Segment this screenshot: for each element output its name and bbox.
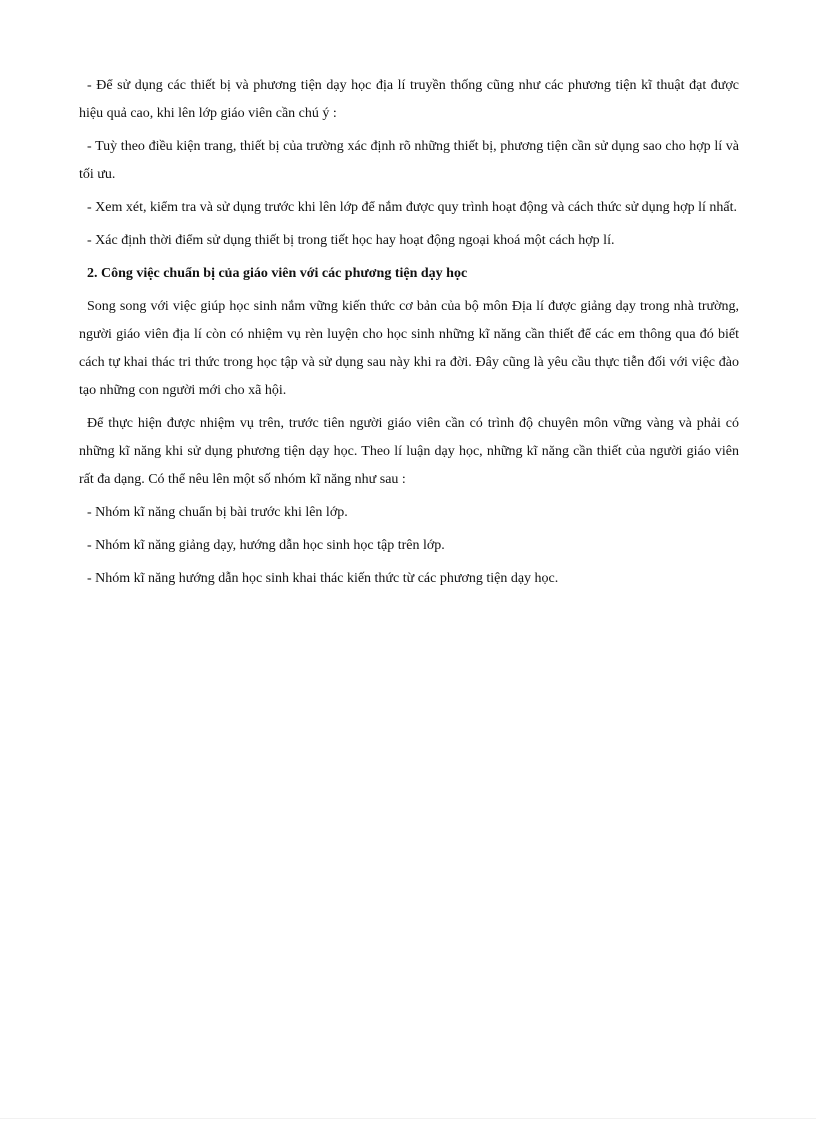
paragraph-skills-intro: Song song với việc giúp học sinh nắm vững kiến thức cơ bản của bộ môn Địa lí được giảng dạy trong nhà trường, người giáo viên địa lí còn có nhiệm vụ rèn luyện cho học sinh những kĩ năng cần thiết để các em thông qua đó biết cách tự khai thác tri thức trong học tập và sử dụng sau này khi ra đời. Đây cũng là yêu cầu thực tiễn đối với việc đào tạo những con người mới cho xã hội. xyxy=(79,299,739,398)
paragraph-intro: - Để sử dụng các thiết bị và phương tiện dạy học địa lí truyền thống cũng như các phương tiện kĩ thuật đạt được hiệu quả cao, khi lên lớp giáo viên cần chú ý : xyxy=(79,78,739,121)
paragraph-condition: - Tuỳ theo điều kiện trang, thiết bị của trường xác định rõ những thiết bị, phương tiện cần sử dụng sao cho hợp lí và tối ưu. xyxy=(79,139,739,182)
list-item-teaching: - Nhóm kĩ năng giảng dạy, hướng dẫn học sinh học tập trên lớp. xyxy=(87,538,445,553)
section-heading: 2. Công việc chuẩn bị của giáo viên với các phương tiện dạy học xyxy=(87,266,468,281)
page-bottom-divider xyxy=(0,1118,816,1119)
list-item-preparation: - Nhóm kĩ năng chuẩn bị bài trước khi lên lớp. xyxy=(87,505,348,520)
paragraph-teacher-requirements: Để thực hiện được nhiệm vụ trên, trước tiên người giáo viên cần có trình độ chuyên môn vững vàng và phải có những kĩ năng khi sử dụng phương tiện dạy học. Theo lí luận dạy học, những kĩ năng cần thiết của người giáo viên rất đa dạng. Có thể nêu lên một số nhóm kĩ năng như sau : xyxy=(79,416,739,487)
document-page xyxy=(79,72,739,598)
paragraph-timing: - Xác định thời điểm sử dụng thiết bị trong tiết học hay hoạt động ngoại khoá một cách hợp lí. xyxy=(87,233,615,248)
paragraph-check: - Xem xét, kiểm tra và sử dụng trước khi lên lớp để nắm được quy trình hoạt động và cách thức sử dụng hợp lí nhất. xyxy=(87,200,737,215)
list-item-guidance: - Nhóm kĩ năng hướng dẫn học sinh khai thác kiến thức từ các phương tiện dạy học. xyxy=(87,571,559,586)
